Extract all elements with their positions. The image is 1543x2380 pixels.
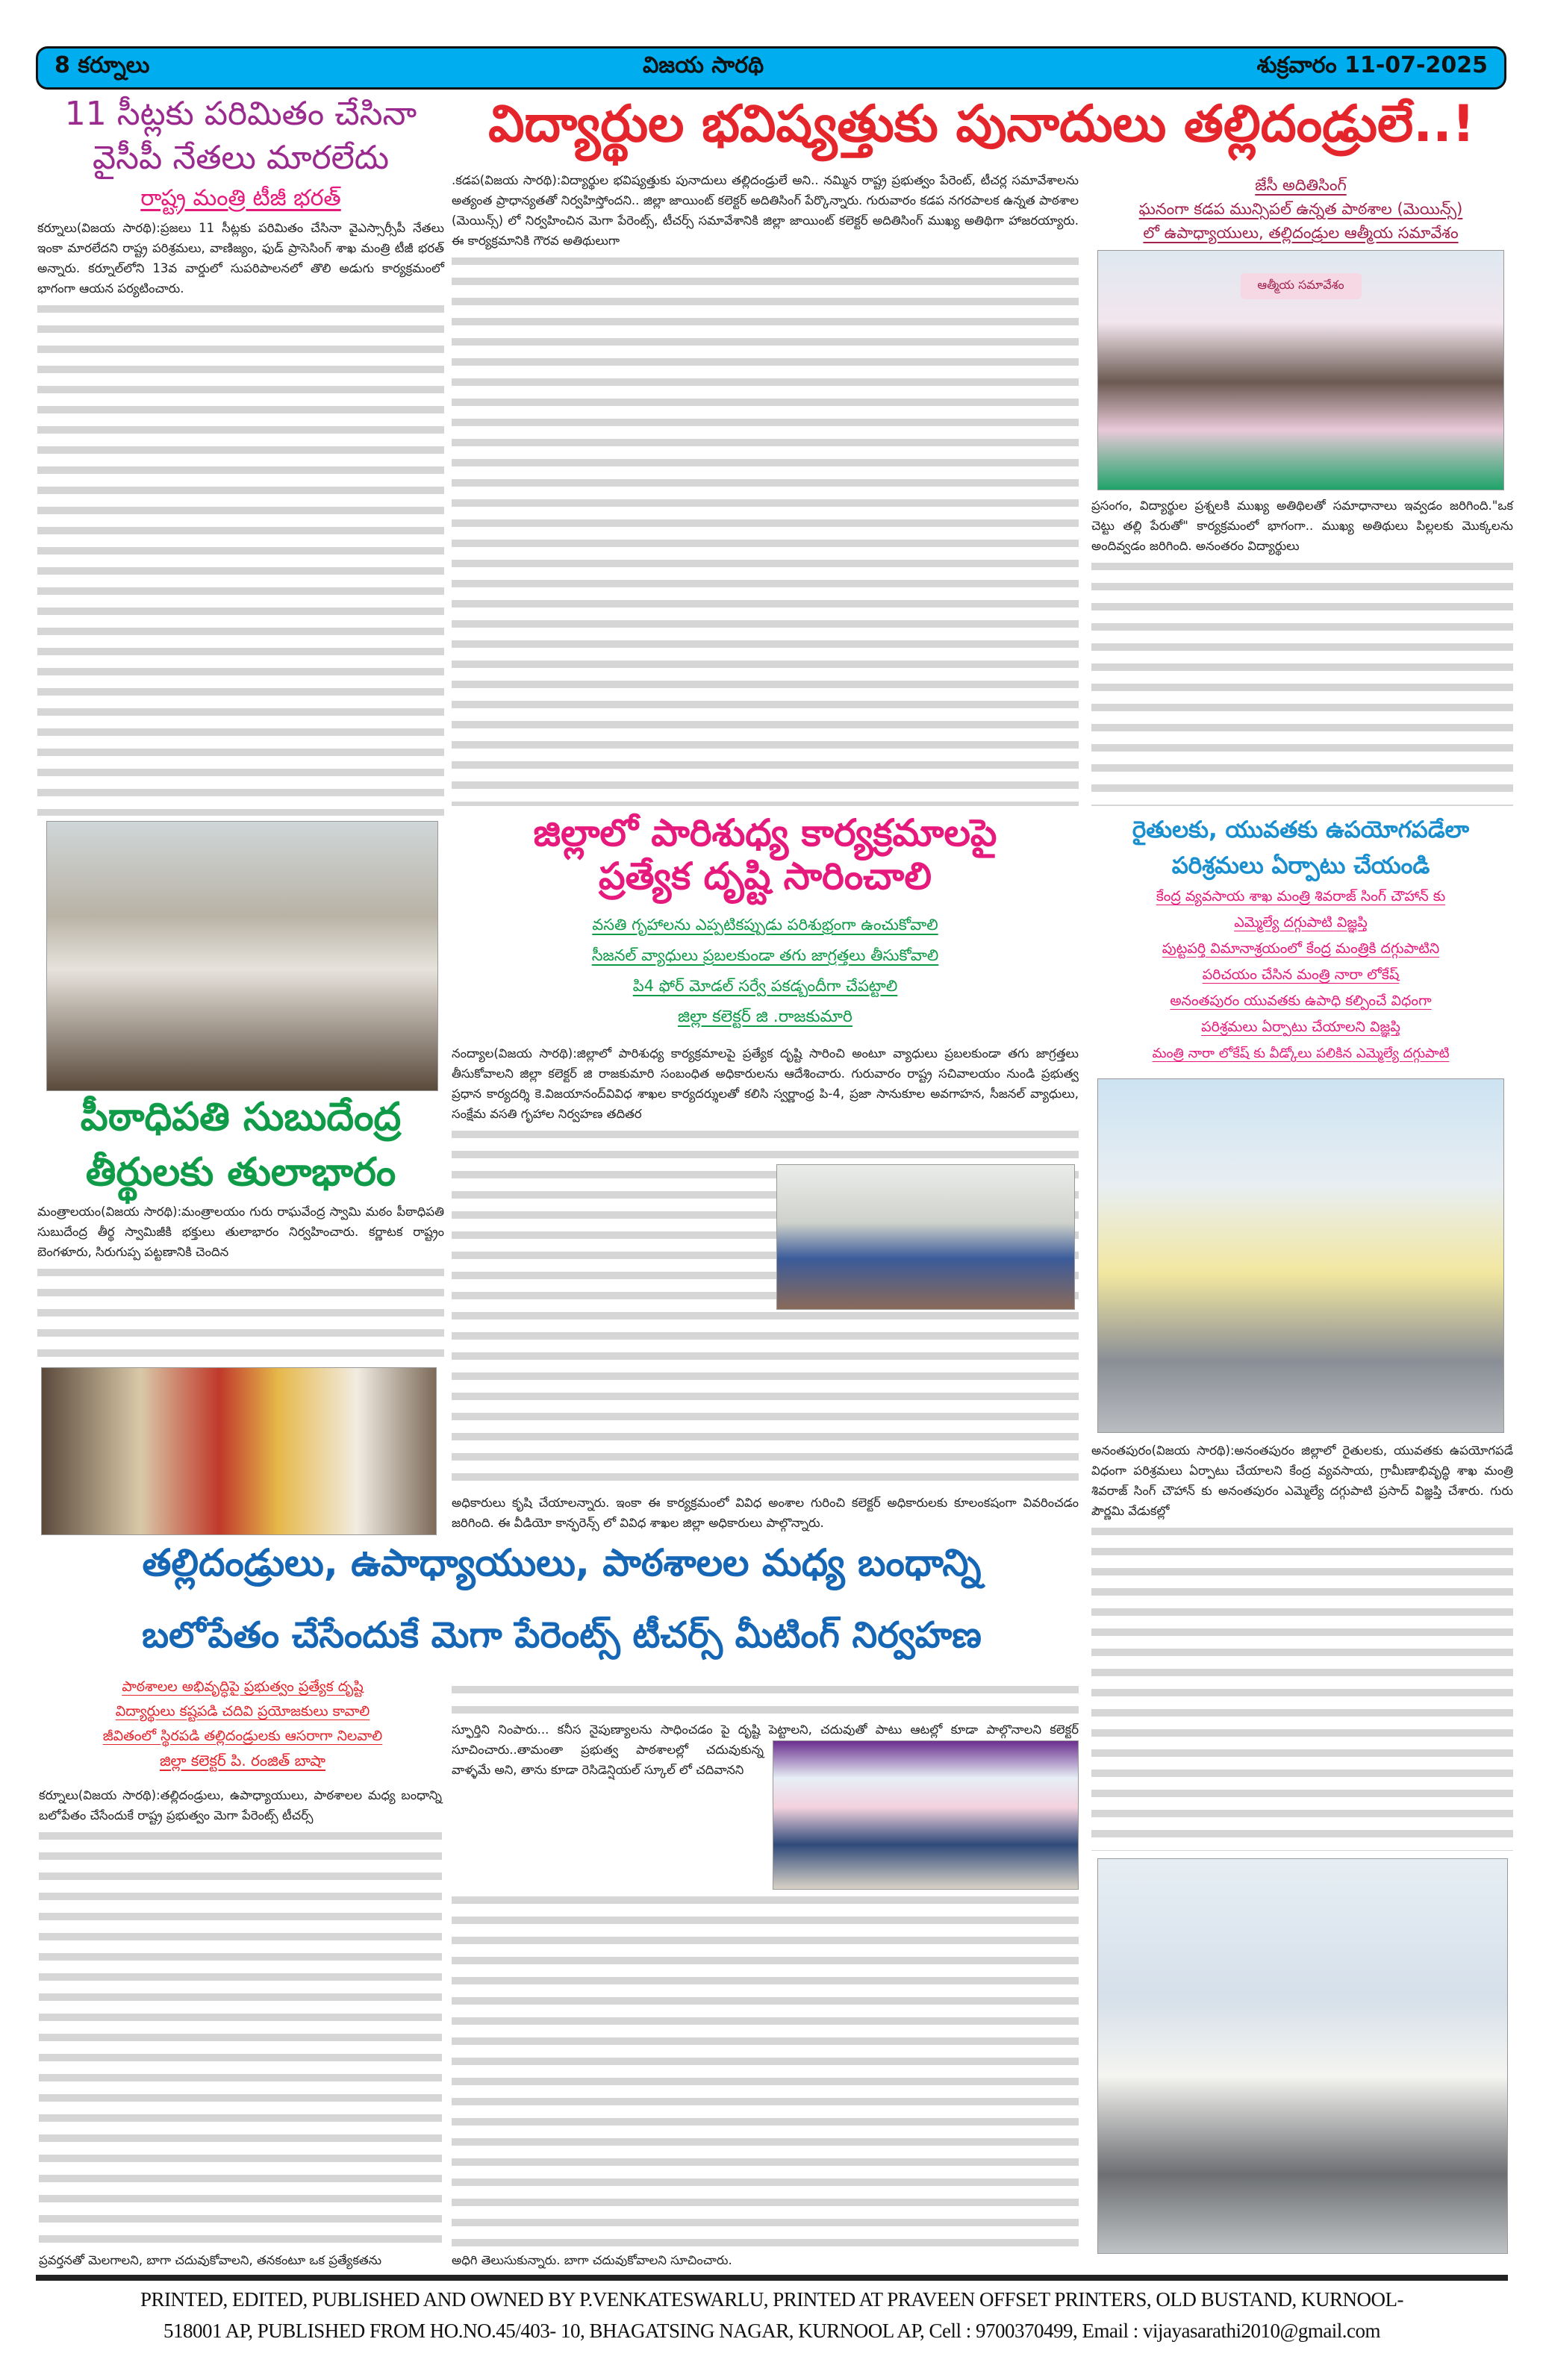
subhead: ఘనంగా కడప మున్సిపల్ ఉన్నత పాఠశాల (మెయిన్స్) <box>1138 200 1463 218</box>
article-body-continued <box>1091 1521 1513 1851</box>
article-body: ప్రసంగం, విద్యార్థుల ప్రశ్నలకి ముఖ్య అతిథిలతో సమాధానాలు ఇవ్వడం జరిగింది."ఒక చెట్టు తల్లి పేరుతో" కార్యక్రమంలో భాగంగా.. ముఖ్య అతిథులు పిల్లలకు మొక్కలను అందివ్వడం జరిగింది. అనంతరం విద్యార్థులు <box>1091 499 1513 553</box>
headline-line: పరిశ్రమలు ఏర్పాటు చేయండి <box>1171 852 1430 879</box>
masthead <box>36 46 1506 90</box>
photo-minister-visit <box>46 821 438 1091</box>
article-ptm-subheads <box>41 1675 444 1773</box>
article-farmers-head <box>1086 812 1515 1066</box>
article-body-continued <box>37 299 444 816</box>
imprint-line: 518001 AP, PUBLISHED FROM HO.NO.45/403- 10, BHAGATSING NAGAR, KURNOOL AP, Cell : 9700370499, Email : vijayasarathi2010@gmail.com <box>163 2320 1381 2342</box>
subhead: లో ఉపాధ్యాయులు, తల్లిదండ్రుల ఆత్మీయ సమావేశం <box>1143 224 1459 242</box>
main-headline: విద్యార్థుల భవిష్యత్తుకు పునాదులు తల్లిదండ్రులే..! <box>488 95 1475 154</box>
headline-line: ప్రత్యేక దృష్టి సారించాలి <box>599 854 932 898</box>
article-farmers-body <box>1091 1440 1513 1851</box>
article-ptm-head <box>41 1542 1082 1656</box>
headline-line: పీఠాధిపతి సుబుదేంద్ర <box>80 1095 402 1140</box>
subhead: పరిచయం చేసిన మంత్రి నారా లోకేష్ <box>1202 966 1400 983</box>
text-wrap-area <box>452 1720 1079 1890</box>
photo-parents-teachers-meeting <box>1097 250 1504 490</box>
headline-line: తీర్థులకు తులాభారం <box>85 1149 396 1195</box>
subhead: జేసీ అదితిసింగ్ <box>1255 176 1347 194</box>
subhead: పరిశ్రమలు ఏర్పాటు చేయాలని విజ్ఞప్తి <box>1201 1019 1400 1035</box>
headline-line: వైసీపీ నేతలు మారలేదు <box>92 138 390 177</box>
article-main-body-right <box>1091 496 1513 806</box>
imprint <box>36 2284 1508 2346</box>
article-body: కర్నూలు(విజయ సారథి):తల్లిదండ్రులు, ఉపాధ్యాయులు, పాఠశాలల మధ్య బంధాన్ని బలోపేతం చేసేందుకే రాష్ట్ర ప్రభుత్వం మెగా పేరెంట్స్ టీచర్స్ <box>39 1788 442 1823</box>
subhead: అనంతపురం యువతకు ఉపాధి కల్పించే విధంగా <box>1170 993 1432 1009</box>
headline-line: జిల్లాలో పారిశుధ్య కార్యక్రమాలపై <box>533 811 997 855</box>
subhead: పాఠశాలల అభివృద్ధిపై ప్రభుత్వం ప్రత్యేక దృష్టి <box>122 1678 364 1695</box>
article-body: నంద్యాల(విజయ సారథి):జిల్లాలో పారిశుధ్య కార్యక్రమాలపై ప్రత్యేక దృష్టి సారించి అంటూ వ్యాధులు ప్రబలకుండా తగు జాగ్రత్తలు తీసుకోవాలని జిల్లా కలెక్టర్ జి రాజకుమారి సంబంధిత అధికారులను ఆదేశించారు. గురువారం రాష్ట్ర సచివాలయం నుండి ప్రభుత్వ ప్రధాన కార్యదర్శి కె.విజయానంద్‌వివిధ శాఖల కార్యదర్శులతో కలిసి స్వర్ణాంధ్ర పి-4, ప్రజా సానుకూల అవగాహన, సీజనల్ వ్యాధులు, సంక్షేమ వసతి గృహాల నిర్వహణ తదితర <box>452 1046 1079 1121</box>
subhead-byline: జిల్లా కలెక్టర్ జి .రాజకుమారి <box>678 1008 852 1026</box>
paper-name: విజయ సారథి <box>642 52 764 78</box>
subhead: వసతి గృహాలను ఎప్పటికప్పుడు పరిశుభ్రంగా ఉంచుకోవాలి <box>592 916 938 934</box>
article-main-body <box>452 170 1079 806</box>
article-body: కర్నూలు(విజయ సారథి):ప్రజలు 11 సీట్లకు పరిమితం చేసినా వైఎస్సార్సీపీ నేతలు ఇంకా మారలేదని రాష్ట్ర పరిశ్రమలు, వాణిజ్యం, ఫుడ్ ప్రాసెసింగ్ శాఖ మంత్రి టీజీ భరత్ అన్నారు. కర్నూల్‌లోని 13వ వార్డులో సుపరిపాలనలో తొలి అడుగు కార్యక్రమంలో భాగంగా ఆయన పర్యటించారు. <box>37 220 444 296</box>
article-body: అధికారులు కృషి చేయాలన్నారు. ఇంకా ఈ కార్యక్రమంలో వివిధ అంశాల గురించి కలెక్టర్ అధికారులకు కూలంకషంగా వివరించడం జరిగింది. ఈ వీడియో కాన్ఫరెన్స్ లో వివిధ శాఖల జిల్లా అధికారులు పాల్గొన్నారు. <box>452 1496 1079 1530</box>
article-body-continued <box>452 251 1079 806</box>
subhead: కేంద్ర వ్యవసాయ శాఖ మంత్రి శివరాజ్ సింగ్ చౌహాన్ కు <box>1156 888 1446 905</box>
subhead: జీవితంలో స్థిరపడి తల్లిదండ్రులకు ఆసరాగా నిలవాలి <box>102 1728 383 1744</box>
article-body-continued <box>1091 556 1513 806</box>
photo-tulabharam <box>41 1367 437 1535</box>
article-tulabharam <box>37 1096 444 1364</box>
subhead: రాష్ట్ర మంత్రి టీజీ భరత్ <box>140 185 341 212</box>
photo-lokesh-farewell <box>1097 1858 1508 2254</box>
article-body-continued <box>39 1825 442 2250</box>
article-body: స్ఫూర్తిని నింపారు... కనీస నైపుణ్యాలను సాధించడం పై దృష్టి పెట్టాలని, చదువుతో పాటు ఆటల్లో కూడా పాల్గొనాలని కలెక్టర్ సూచించారు..తామంతా ప్రభుత్వ పాఠశాలల్లో చదువుకున్న వాళ్ళమే అని, తాను కూడా రెసిడెన్షియల్ స్కూల్ లో చదివానని <box>452 1722 1079 1777</box>
photo-collector-speech <box>773 1740 1079 1890</box>
article-body: మంత్రాలయం(విజయ సారథి):మంత్రాలయం గురు రాఘవేంద్ర స్వామి మఠం పీఠాధిపతి సుబుదేంద్ర తీర్థ స్వామిజీకి భక్తులు తులాభారం నిర్వహించారు. కర్ణాటక రాష్ట్రం బెంగళూరు, సిరుగుప్ప పట్టణానికి చెందిన <box>37 1204 444 1259</box>
subhead: పి4 ఫోర్ మోడల్ సర్వే పకడ్బందీగా చేపట్టాలి <box>632 977 898 995</box>
subhead: విద్యార్థులు కష్టపడి చదివి ప్రయోజకులు కావాలి <box>115 1703 370 1720</box>
page-label: 8 కర్నూలు <box>54 52 150 78</box>
article-body: .కడప(విజయ సారథి):విద్యార్థుల భవిష్యత్తుకు పునాదులు తల్లిదండ్రులే అని.. నమ్మిన రాష్ట్ర ప్రభుత్వం పేరెంట్, టీచర్ల సమావేశాలను అత్యంత ప్రాధాన్యతతో నిర్వహిస్తోందని.. జిల్లా జాయింట్ కలెక్టర్ అదితిసింగ్ పేర్కొన్నారు. గురువారం కడప నగరపాలక ఉన్నత పాఠశాల (మెయిన్స్) లో నిర్వహించిన మెగా పేరెంట్స్, టీచర్స్ సమావేశానికి జిల్లా జాయింట్ కలెక్టర్ అదితిసింగ్ ముఖ్య అతిథిగా హాజరయ్యారు. ఈ కార్యక్రమానికి గౌరవ అతిథులుగా <box>452 173 1079 248</box>
imprint-line: PRINTED, EDITED, PUBLISHED AND OWNED BY P.VENKATESWARLU, PRINTED AT PRAVEEN OFFSET PRINTERS, OLD BUSTAND, KURNOOL- <box>140 2288 1403 2311</box>
article-sanitation-head <box>448 812 1082 1032</box>
article-body: అనంతపురం(విజయ సారథి):అనంతపురం జిల్లాలో రైతులకు, యువతకు ఉపయోగపడే విధంగా పరిశ్రమలు ఏర్పాటు చేయాలని కేంద్ర వ్యవసాయ, గ్రామీణాభివృద్ధి శాఖ మంత్రి శివరాజ్ సింగ్ చౌహాన్ కు అనంతపురం ఎమ్మెల్యే దగ్గుపాటి ప్రసాద్ విజ్ఞప్తి చేశారు. గురు పౌర్ణమి వేడుకల్లో <box>1091 1443 1513 1518</box>
subhead: సీజనల్ వ్యాధులు ప్రబలకుండా తగు జాగ్రత్తలు తీసుకోవాలి <box>591 946 939 964</box>
article-ptm-body <box>39 1785 442 2270</box>
subhead: ఎమ్మెల్యే దగ్గుపాటి విజ్ఞప్తి <box>1234 914 1368 931</box>
subhead: మంత్రి నారా లోకేష్ కు వీడ్కోలు పలికిన ఎమ్మెల్యే దగ్గుపాటి <box>1152 1046 1450 1061</box>
footer-divider <box>36 2275 1508 2281</box>
photo-banner: ఆత్మీయ సమావేశం <box>1241 273 1362 299</box>
headline-line: బలోపేతం చేసేందుకే మెగా పేరెంట్స్ టీచర్స్ మీటింగ్ నిర్వహణ <box>142 1614 982 1656</box>
article-ptm-body-middle <box>452 1679 1079 2270</box>
photo-video-conference <box>776 1164 1075 1310</box>
article-body-continued <box>452 1890 1079 2250</box>
article-sanitation-body-end <box>452 1493 1079 1533</box>
headline-line: రైతులకు, యువతకు ఉపయోగపడేలా <box>1132 816 1470 843</box>
article-body-end: అధిగి తెలుసుకున్నారు. బాగా చదువుకోవాలని సూచించారు. <box>452 2253 732 2267</box>
subhead: పుట్టపర్తి విమానాశ్రయంలో కేంద్ర మంత్రికి దగ్గుపాటిని <box>1162 940 1440 957</box>
subhead-byline: జిల్లా కలెక్టర్ పి. రంజిత్ బాషా <box>159 1752 326 1770</box>
article-body-continued <box>37 1262 444 1364</box>
main-subheads <box>1086 173 1515 245</box>
headline-line: 11 సీట్లకు పరిమితం చేసినా <box>64 95 417 133</box>
issue-date: శుక్రవారం 11-07-2025 <box>1256 52 1488 78</box>
article-body-continued <box>452 1679 1079 1720</box>
headline-line: తల్లిదండ్రులు, ఉపాధ్యాయులు, పాఠశాలల మధ్య బంధాన్ని <box>142 1541 982 1584</box>
article-tg-bharat <box>37 96 444 816</box>
photo-airport-greeting <box>1097 1078 1504 1433</box>
article-body-end: ప్రవర్తనతో మెలగాలని, బాగా చదువుకోవాలని, తనకంటూ ఒక ప్రత్యేకతను <box>39 2253 382 2267</box>
